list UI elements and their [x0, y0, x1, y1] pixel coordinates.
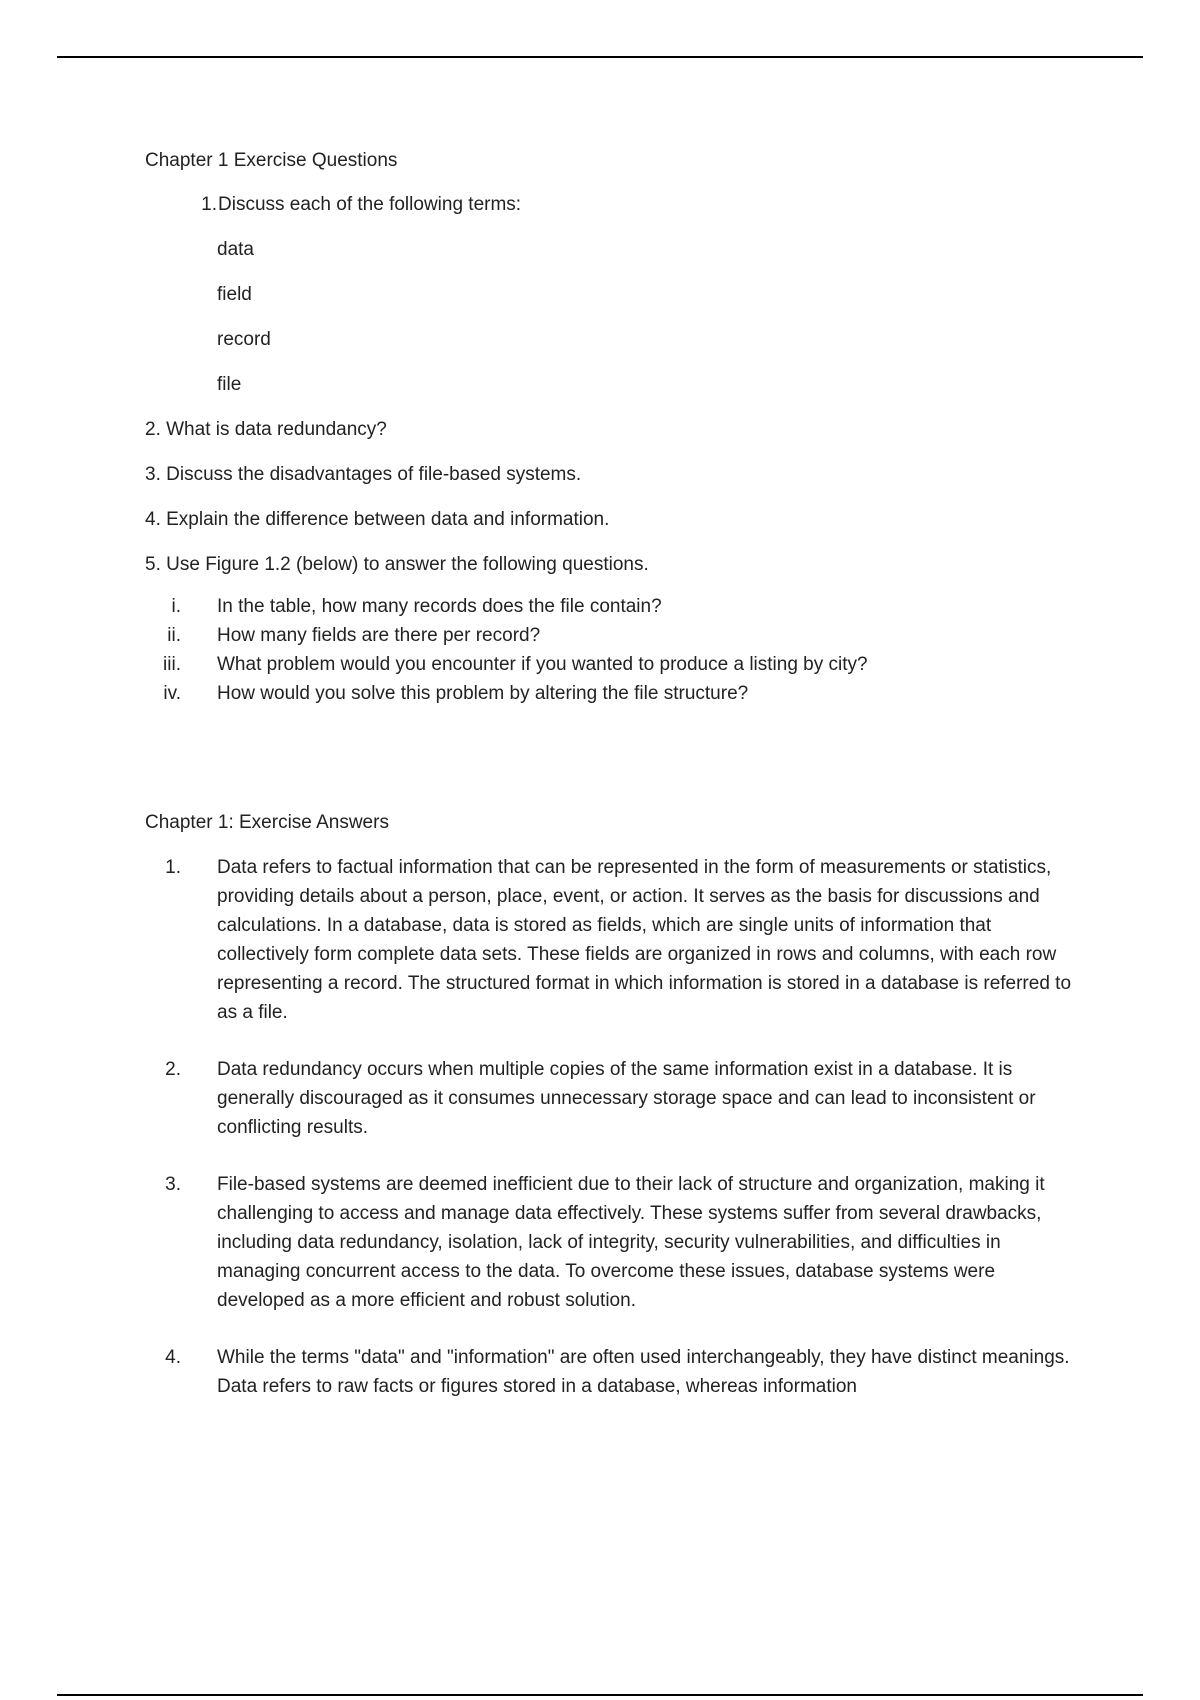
question-1-text: Discuss each of the following terms:: [218, 194, 522, 215]
subquestion-text: What problem would you encounter if you wanted to produce a listing by city?: [217, 654, 868, 675]
subquestion-numeral: iii.: [163, 654, 181, 675]
term-item: record: [217, 329, 271, 350]
subquestion-numeral: ii.: [167, 625, 181, 646]
answer-number: 4.: [165, 1347, 181, 1368]
question-2: 2. What is data redundancy?: [145, 419, 387, 440]
subquestion-numeral: iv.: [163, 683, 181, 704]
answer-number: 2.: [165, 1059, 181, 1080]
document-body: [145, 146, 1085, 1401]
answer-text: Data refers to factual information that can be represented in the form of measurements or statistics, providing details about a person, place, event, or action. It serves as the basis for discussions and calculations. In a database, data is stored as fields, which are single units of information that collectively form complete data sets. These fields are organized in rows and columns, with each row representing a record. The structured format in which information is stored in a database is referred to as a file.: [217, 857, 1072, 1023]
question-3: 3. Discuss the disadvantages of file-based systems.: [145, 464, 582, 485]
subquestion-text: How many fields are there per record?: [217, 625, 541, 646]
answer-item: [145, 853, 1085, 1027]
subquestion-item: [145, 650, 1085, 679]
answer-item: [145, 1343, 1085, 1401]
answer-item: [145, 1170, 1085, 1315]
subquestion-item: [145, 621, 1085, 650]
question-1-number-cell: [145, 190, 218, 220]
term-item: file: [217, 374, 242, 395]
bottom-rule: [57, 1694, 1143, 1696]
answer-text: File-based systems are deemed inefficient due to their lack of structure and organization, making it challenging to access and manage data effectively. These systems suffer from several drawbacks, including data redundancy, isolation, lack of integrity, security vulnerabilities, and difficulties in managing concurrent access to the data. To overcome these issues, database systems were developed as a more efficient and robust solution.: [217, 1174, 1045, 1311]
subquestion-item: [145, 679, 1085, 708]
questions-heading: Chapter 1 Exercise Questions: [145, 150, 398, 171]
answer-number: 3.: [165, 1174, 181, 1195]
subquestion-numeral: i.: [171, 596, 181, 617]
subquestion-item: [145, 592, 1085, 621]
answer-item: [145, 1055, 1085, 1142]
term-item: field: [217, 284, 252, 305]
answer-text: Data redundancy occurs when multiple copies of the same information exist in a database. It is generally discouraged as it consumes unnecessary storage space and can lead to inconsistent or conflicting results.: [217, 1059, 1036, 1138]
top-rule: [57, 56, 1143, 58]
question-5: 5. Use Figure 1.2 (below) to answer the following questions.: [145, 554, 649, 575]
answers-heading: Chapter 1: Exercise Answers: [145, 812, 389, 833]
subquestion-text: In the table, how many records does the file contain?: [217, 596, 662, 617]
question-1: [145, 190, 1085, 220]
subquestion-text: How would you solve this problem by altering the file structure?: [217, 683, 749, 704]
answer-text: While the terms "data" and "information" are often used interchangeably, they have distinct meanings. Data refers to raw facts or figures stored in a database, whereas information: [217, 1347, 1070, 1397]
question-1-number: 1.: [201, 194, 217, 215]
question-4: 4. Explain the difference between data and information.: [145, 509, 610, 530]
subquestion-list: [145, 592, 1085, 708]
answer-number: 1.: [165, 857, 181, 878]
term-item: data: [217, 239, 254, 260]
